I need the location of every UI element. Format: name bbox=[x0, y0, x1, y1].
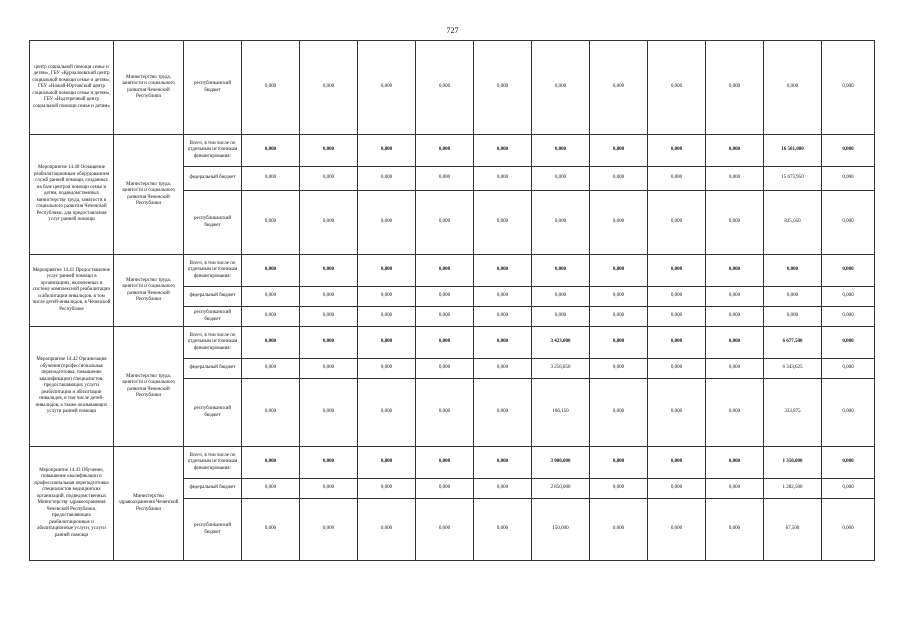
amount-cell: 0,000 bbox=[822, 307, 875, 327]
amount-cell: 1 350,000 bbox=[764, 447, 822, 479]
amount-cell: 0,000 bbox=[242, 479, 300, 499]
amount-cell: 0,000 bbox=[822, 499, 875, 561]
funding-source-cell: республиканский бюджет bbox=[184, 41, 242, 135]
amount-cell: 0,000 bbox=[648, 499, 706, 561]
amount-cell: 0,000 bbox=[416, 167, 474, 191]
amount-cell: 0,000 bbox=[706, 479, 764, 499]
funding-source-cell: Всего, в том числе по отдельным источникам финансирования: bbox=[184, 447, 242, 479]
amount-cell: 0,000 bbox=[706, 307, 764, 327]
amount-cell: 0,000 bbox=[300, 307, 358, 327]
amount-cell: 0,000 bbox=[416, 447, 474, 479]
event-name-cell: Мероприятие 14.41 Предоставление услуг ранней помощи в организациях, включенных в систему комплексной реабилитации и абилитации инвалидов, в том числе детей-инвалидов, в Чеченской Республике bbox=[30, 255, 114, 327]
funding-source-cell: республиканский бюджет bbox=[184, 499, 242, 561]
amount-cell: 0,000 bbox=[358, 135, 416, 167]
amount-cell: 6 677,500 bbox=[764, 327, 822, 359]
amount-cell: 6 343,625 bbox=[764, 359, 822, 379]
amount-cell: 0,000 bbox=[590, 191, 648, 255]
amount-cell: 0,000 bbox=[532, 287, 590, 307]
amount-cell: 0,000 bbox=[242, 307, 300, 327]
table-row bbox=[30, 135, 875, 167]
amount-cell: 0,000 bbox=[648, 41, 706, 135]
amount-cell: 0,000 bbox=[300, 41, 358, 135]
amount-cell: 0,000 bbox=[474, 135, 532, 167]
amount-cell: 0,000 bbox=[590, 255, 648, 287]
amount-cell: 0,000 bbox=[822, 135, 875, 167]
executor-cell: Министерство труда, занятости и социального развития Чеченской Республики bbox=[114, 41, 184, 135]
amount-cell: 0,000 bbox=[242, 167, 300, 191]
amount-cell: 0,000 bbox=[822, 167, 875, 191]
amount-cell: 0,000 bbox=[648, 255, 706, 287]
amount-cell: 0,000 bbox=[648, 167, 706, 191]
amount-cell: 0,000 bbox=[590, 327, 648, 359]
amount-cell: 0,000 bbox=[764, 41, 822, 135]
amount-cell: 0,000 bbox=[648, 479, 706, 499]
amount-cell: 0,000 bbox=[764, 287, 822, 307]
table-row bbox=[30, 447, 875, 479]
amount-cell: 0,000 bbox=[358, 191, 416, 255]
amount-cell: 0,000 bbox=[416, 41, 474, 135]
amount-cell: 825,050 bbox=[764, 191, 822, 255]
amount-cell: 67,500 bbox=[764, 499, 822, 561]
amount-cell: 0,000 bbox=[706, 287, 764, 307]
amount-cell: 0,000 bbox=[706, 167, 764, 191]
funding-source-cell: республиканский бюджет bbox=[184, 191, 242, 255]
amount-cell: 0,000 bbox=[300, 447, 358, 479]
amount-cell: 0,000 bbox=[300, 167, 358, 191]
amount-cell: 0,000 bbox=[358, 499, 416, 561]
amount-cell: 0,000 bbox=[300, 379, 358, 447]
amount-cell: 0,000 bbox=[822, 41, 875, 135]
amount-cell: 0,000 bbox=[532, 167, 590, 191]
amount-cell: 0,000 bbox=[822, 447, 875, 479]
amount-cell: 0,000 bbox=[300, 191, 358, 255]
amount-cell: 0,000 bbox=[822, 255, 875, 287]
amount-cell: 0,000 bbox=[532, 191, 590, 255]
amount-cell: 0,000 bbox=[822, 479, 875, 499]
amount-cell: 0,000 bbox=[764, 307, 822, 327]
amount-cell: 3 423,000 bbox=[532, 327, 590, 359]
amount-cell: 0,000 bbox=[358, 359, 416, 379]
table-row bbox=[30, 255, 875, 287]
amount-cell: 0,000 bbox=[590, 447, 648, 479]
amount-cell: 0,000 bbox=[706, 499, 764, 561]
amount-cell: 0,000 bbox=[474, 41, 532, 135]
amount-cell: 0,000 bbox=[416, 499, 474, 561]
funding-source-cell: Всего, в том числе по отдельным источникам финансирования: bbox=[184, 135, 242, 167]
amount-cell: 0,000 bbox=[822, 379, 875, 447]
budget-table bbox=[29, 40, 875, 561]
amount-cell: 0,000 bbox=[242, 359, 300, 379]
amount-cell: 0,000 bbox=[300, 255, 358, 287]
funding-source-cell: Всего, в том числе по отдельным источникам финансирования: bbox=[184, 327, 242, 359]
funding-source-cell: республиканский бюджет bbox=[184, 307, 242, 327]
amount-cell: 0,000 bbox=[474, 287, 532, 307]
amount-cell: 0,000 bbox=[706, 447, 764, 479]
event-name-cell: Мероприятие 14.42 Организация обучения (профессиональная переподготовка, повышение квалификации) специалистов, предоставляющих услуги реабилитации и абилитации инвалидов, в том числе детей-инвалидов, а также оказывающих услуги ранней помощи bbox=[30, 327, 114, 447]
amount-cell: 3 256,850 bbox=[532, 359, 590, 379]
amount-cell: 0,000 bbox=[474, 191, 532, 255]
amount-cell: 0,000 bbox=[706, 191, 764, 255]
amount-cell: 0,000 bbox=[706, 135, 764, 167]
amount-cell: 0,000 bbox=[242, 499, 300, 561]
amount-cell: 0,000 bbox=[358, 447, 416, 479]
amount-cell: 0,000 bbox=[474, 327, 532, 359]
amount-cell: 0,000 bbox=[706, 359, 764, 379]
amount-cell: 0,000 bbox=[300, 479, 358, 499]
amount-cell: 0,000 bbox=[242, 379, 300, 447]
amount-cell: 0,000 bbox=[358, 327, 416, 359]
amount-cell: 0,000 bbox=[474, 479, 532, 499]
executor-cell: Министерство здравоохранения Чеченской Республики bbox=[114, 447, 184, 561]
executor-cell: Министерство труда, занятости и социального развития Чеченской Республики bbox=[114, 255, 184, 327]
amount-cell: 0,000 bbox=[706, 255, 764, 287]
amount-cell: 0,000 bbox=[648, 327, 706, 359]
funding-source-cell: федеральный бюджет bbox=[184, 479, 242, 499]
amount-cell: 0,000 bbox=[300, 499, 358, 561]
amount-cell: 0,000 bbox=[416, 287, 474, 307]
amount-cell: 0,000 bbox=[648, 191, 706, 255]
amount-cell: 0,000 bbox=[474, 447, 532, 479]
executor-cell: Министерство труда, занятости и социального развития Чеченской Республики bbox=[114, 135, 184, 255]
amount-cell: 0,000 bbox=[242, 41, 300, 135]
amount-cell: 0,000 bbox=[300, 327, 358, 359]
amount-cell: 0,000 bbox=[358, 379, 416, 447]
amount-cell: 0,000 bbox=[242, 191, 300, 255]
amount-cell: 0,000 bbox=[474, 499, 532, 561]
amount-cell: 0,000 bbox=[532, 135, 590, 167]
amount-cell: 0,000 bbox=[358, 479, 416, 499]
amount-cell: 0,000 bbox=[358, 287, 416, 307]
amount-cell: 0,000 bbox=[300, 359, 358, 379]
amount-cell: 0,000 bbox=[300, 135, 358, 167]
amount-cell: 0,000 bbox=[590, 379, 648, 447]
amount-cell: 0,000 bbox=[590, 41, 648, 135]
amount-cell: 0,000 bbox=[242, 287, 300, 307]
amount-cell: 0,000 bbox=[300, 287, 358, 307]
funding-source-cell: федеральный бюджет bbox=[184, 167, 242, 191]
amount-cell: 0,000 bbox=[706, 41, 764, 135]
amount-cell: 0,000 bbox=[416, 191, 474, 255]
amount-cell: 0,000 bbox=[532, 255, 590, 287]
amount-cell: 0,000 bbox=[706, 327, 764, 359]
event-name-cell: Мероприятие 14.43 Обучение, повышение квалификации и профессиональная переподготовка специалистов медицинских организаций, подведомственных Министерству здравоохранения Чеченской Республики, предоставляющих реабилитационные и абилитационные услуги, услуги ранней помощи bbox=[30, 447, 114, 561]
amount-cell: 0,000 bbox=[590, 287, 648, 307]
amount-cell: 3 000,000 bbox=[532, 447, 590, 479]
amount-cell: 15 675,950 bbox=[764, 167, 822, 191]
amount-cell: 0,000 bbox=[590, 499, 648, 561]
amount-cell: 0,000 bbox=[474, 307, 532, 327]
table-row bbox=[30, 41, 875, 135]
amount-cell: 1 282,500 bbox=[764, 479, 822, 499]
funding-source-cell: республиканский бюджет bbox=[184, 379, 242, 447]
amount-cell: 0,000 bbox=[590, 479, 648, 499]
funding-source-cell: федеральный бюджет bbox=[184, 359, 242, 379]
amount-cell: 0,000 bbox=[648, 379, 706, 447]
amount-cell: 0,000 bbox=[648, 447, 706, 479]
amount-cell: 0,000 bbox=[416, 359, 474, 379]
amount-cell: 0,000 bbox=[474, 359, 532, 379]
amount-cell: 0,000 bbox=[416, 307, 474, 327]
amount-cell: 166,150 bbox=[532, 379, 590, 447]
amount-cell: 0,000 bbox=[242, 255, 300, 287]
amount-cell: 0,000 bbox=[532, 307, 590, 327]
amount-cell: 0,000 bbox=[648, 135, 706, 167]
amount-cell: 0,000 bbox=[416, 479, 474, 499]
page-number: 727 bbox=[446, 26, 459, 35]
funding-source-cell: федеральный бюджет bbox=[184, 287, 242, 307]
amount-cell: 0,000 bbox=[358, 255, 416, 287]
amount-cell: 0,000 bbox=[822, 191, 875, 255]
amount-cell: 0,000 bbox=[822, 287, 875, 307]
amount-cell: 0,000 bbox=[706, 379, 764, 447]
amount-cell: 0,000 bbox=[822, 327, 875, 359]
amount-cell: 0,000 bbox=[242, 447, 300, 479]
executor-cell: Министерство труда, занятости и социального развития Чеченской Республики bbox=[114, 327, 184, 447]
amount-cell: 2 850,000 bbox=[532, 479, 590, 499]
event-name-cell: центр социальной помощи семье и детям», ГБУ «Курчалоевский центр социальной помощи семье и детям», ГБУ «Ножай-Юртовский центр социальной помощи семье и детям», ГБУ «Надтеречный центр социальной помощи семье и детям» bbox=[30, 41, 114, 135]
amount-cell: 0,000 bbox=[358, 307, 416, 327]
amount-cell: 0,000 bbox=[822, 359, 875, 379]
amount-cell: 0,000 bbox=[648, 359, 706, 379]
amount-cell: 0,000 bbox=[590, 167, 648, 191]
amount-cell: 0,000 bbox=[648, 307, 706, 327]
event-name-cell: Мероприятие 14.40 Оснащение реабилитационным оборудованием служб ранней помощи, созданных на базе центров помощи семье и детям, подведомственных министерству труда, занятости и социального развития Чеченской Республики, для предоставления услуг ранней помощи bbox=[30, 135, 114, 255]
amount-cell: 0,000 bbox=[242, 135, 300, 167]
amount-cell: 16 501,000 bbox=[764, 135, 822, 167]
amount-cell: 0,000 bbox=[590, 359, 648, 379]
table-row bbox=[30, 327, 875, 359]
amount-cell: 150,000 bbox=[532, 499, 590, 561]
amount-cell: 0,000 bbox=[358, 41, 416, 135]
amount-cell: 0,000 bbox=[474, 255, 532, 287]
amount-cell: 0,000 bbox=[474, 167, 532, 191]
amount-cell: 0,000 bbox=[416, 379, 474, 447]
amount-cell: 0,000 bbox=[242, 327, 300, 359]
amount-cell: 0,000 bbox=[764, 255, 822, 287]
amount-cell: 0,000 bbox=[358, 167, 416, 191]
amount-cell: 0,000 bbox=[590, 307, 648, 327]
amount-cell: 0,000 bbox=[416, 255, 474, 287]
amount-cell: 0,000 bbox=[416, 135, 474, 167]
amount-cell: 333,875 bbox=[764, 379, 822, 447]
amount-cell: 0,000 bbox=[648, 287, 706, 307]
funding-source-cell: Всего, в том числе по отдельным источникам финансирования: bbox=[184, 255, 242, 287]
amount-cell: 0,000 bbox=[590, 135, 648, 167]
amount-cell: 0,000 bbox=[474, 379, 532, 447]
amount-cell: 0,000 bbox=[416, 327, 474, 359]
amount-cell: 0,000 bbox=[532, 41, 590, 135]
